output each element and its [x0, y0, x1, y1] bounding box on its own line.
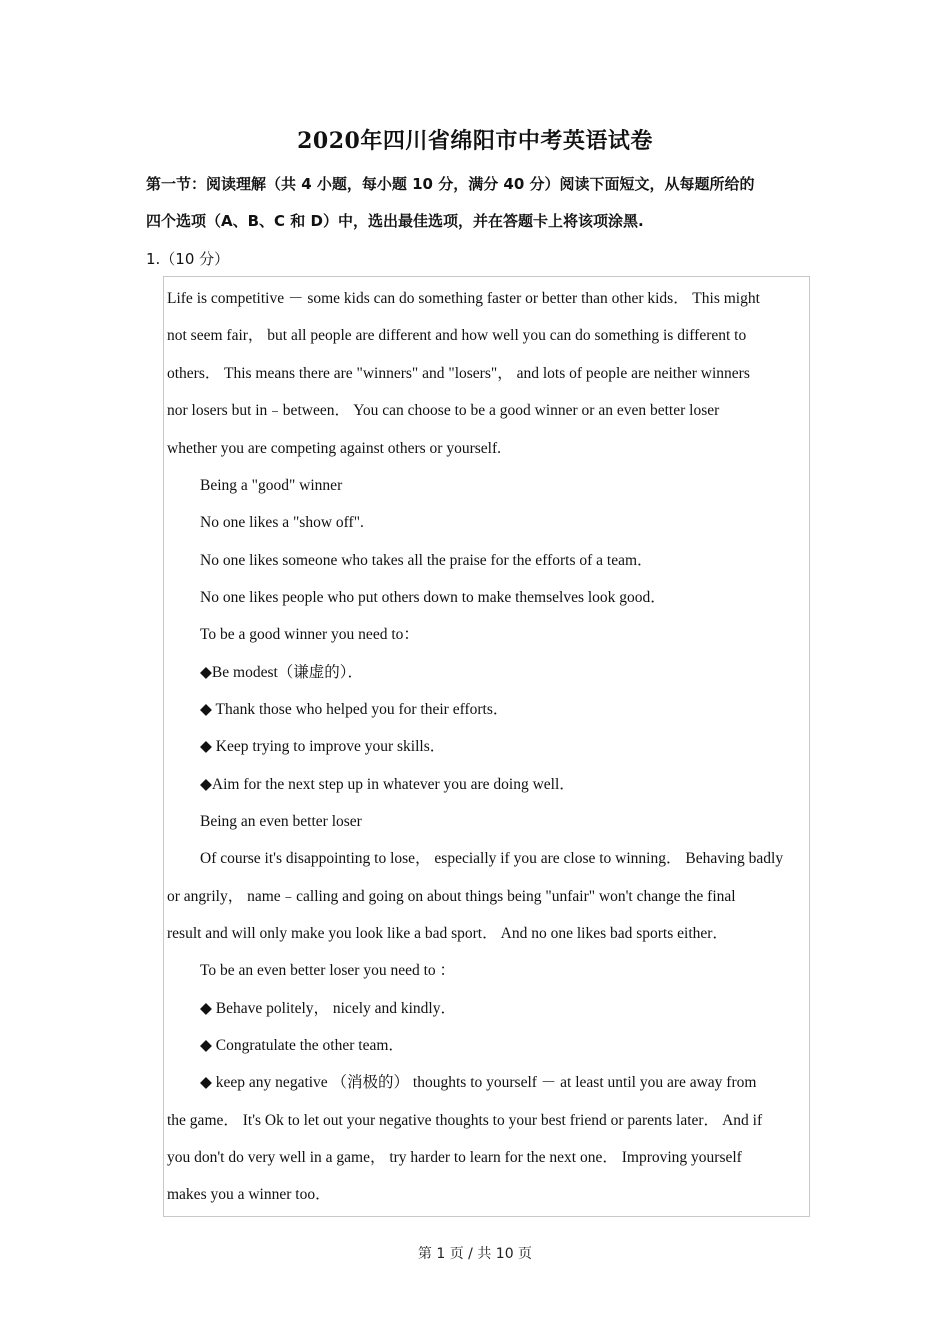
passage-line: others． This means there are "winners" and "losers"， and lots of people are neither winners — [167, 365, 750, 382]
passage-line: No one likes a "show off". — [200, 514, 364, 531]
passage-line: nor losers but in﹣between． You can choose to be a good winner or an even better loser — [167, 402, 720, 419]
passage-box — [163, 276, 810, 1217]
passage-line: or angrily， name﹣calling and going on about things being "unfair" won't change the final — [167, 888, 736, 905]
passage-bullet: ◆Aim for the next step up in whatever you are doing well． — [200, 776, 575, 793]
section-instruction-line-2: 四个选项（A、B、C 和 D）中，选出最佳选项，并在答题卡上将该项涂黑. — [146, 212, 644, 230]
passage-line: makes you a winner too． — [167, 1186, 331, 1203]
passage-line: result and will only make you look like a bad sport． And no one likes bad sports either． — [167, 925, 728, 942]
passage-bullet: ◆ keep any negative （消极的） thoughts to yourself － at least until you are away from — [200, 1074, 757, 1091]
passage-bullet: ◆ Thank those who helped you for their efforts． — [200, 701, 509, 718]
passage-line: whether you are competing against others or yourself. — [167, 440, 502, 457]
passage-line: not seem fair， but all people are different and how well you can do something is different to — [167, 327, 747, 344]
passage-subheading: Being a "good" winner — [200, 477, 343, 494]
passage-bullet: ◆ Behave politely， nicely and kindly． — [200, 1000, 456, 1017]
passage-line: To be an even better loser you need to ： — [200, 962, 456, 979]
section-instruction-line-1: 第一节：阅读理解（共 4 小题，每小题 10 分，满分 40 分）阅读下面短文，从每题所给的 — [146, 175, 755, 193]
passage-bullet: ◆Be modest（谦虚的）． — [200, 664, 364, 681]
passage-line: Life is competitive － some kids can do something faster or better than other kids． This might — [167, 290, 760, 307]
passage-subheading: Being an even better loser — [200, 813, 362, 830]
question-number: 1.（10 分） — [146, 250, 230, 268]
page-title: 2020年四川省绵阳市中考英语试卷 — [297, 128, 653, 154]
passage-line: the game． It's Ok to let out your negative thoughts to your best friend or parents later． And if — [167, 1112, 763, 1129]
page-footer: 第 1 页 / 共 10 页 — [417, 1246, 533, 1262]
passage-bullet: ◆ Keep trying to improve your skills． — [200, 738, 446, 755]
passage-line: you don't do very well in a game， try harder to learn for the next one． Improving yourself — [167, 1149, 742, 1166]
passage-line: No one likes someone who takes all the praise for the efforts of a team． — [200, 552, 653, 569]
passage-line: To be a good winner you need to： — [200, 626, 419, 643]
passage-line: No one likes people who put others down to make themselves look good． — [200, 589, 666, 606]
passage-line: Of course it's disappointing to lose， especially if you are close to winning． Behaving badly — [200, 850, 784, 867]
passage-bullet: ◆ Congratulate the other team． — [200, 1037, 404, 1054]
